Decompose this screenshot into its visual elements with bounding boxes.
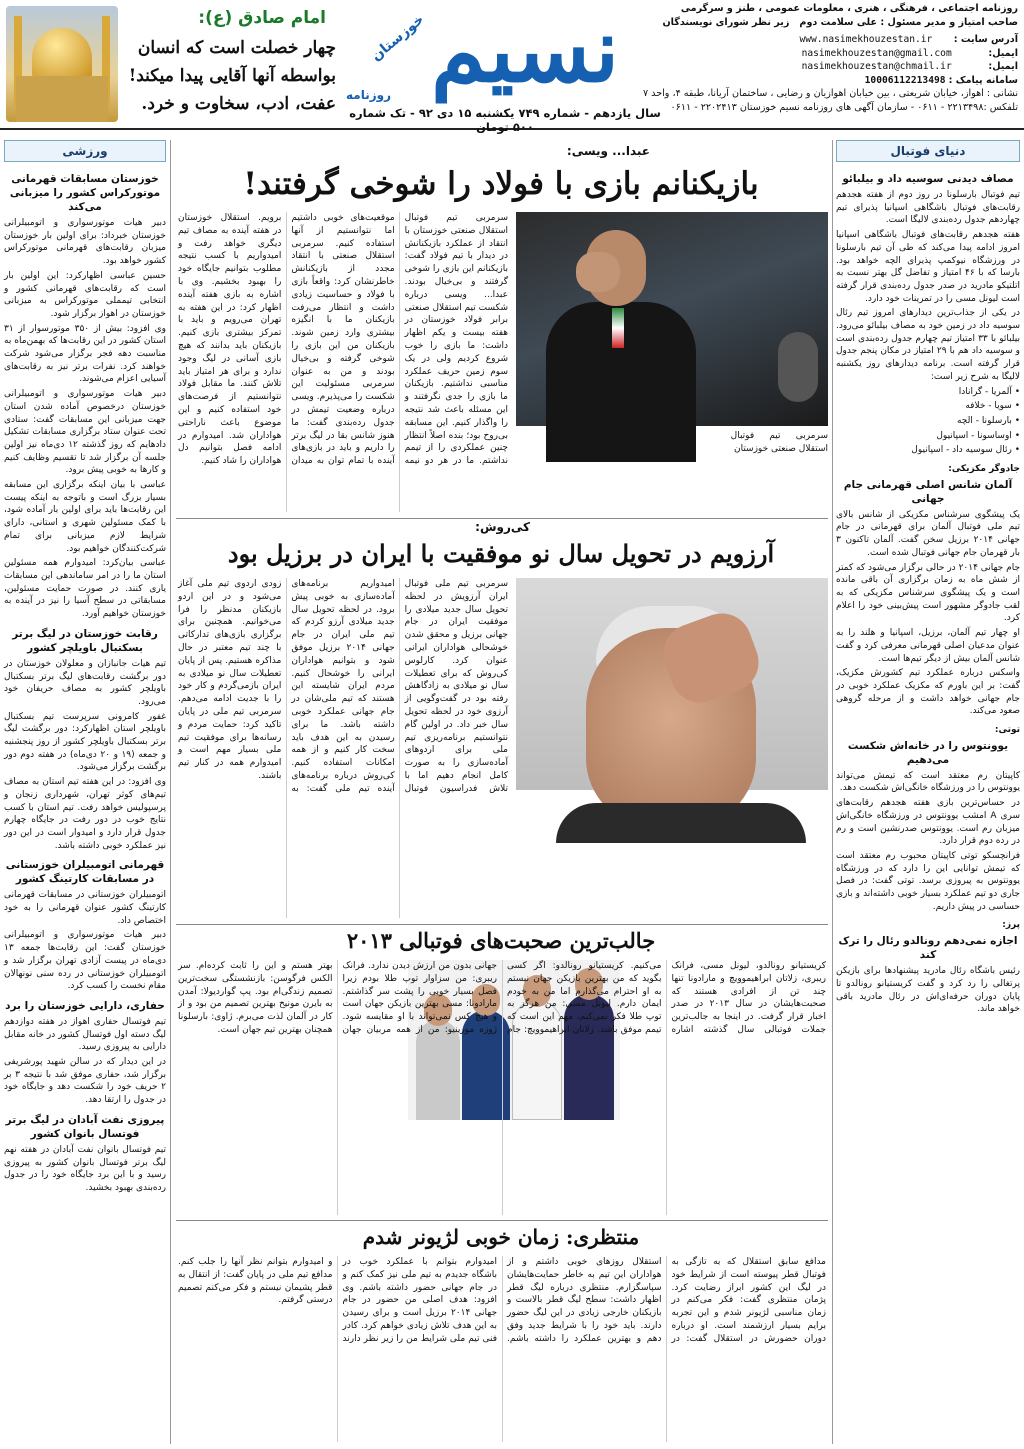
ribbon-shape	[612, 308, 624, 348]
article-body: کریستیانو رونالدو، لیونل مسی، فرانک ریبری، زلاتان ابراهیموویچ و مارادونا تنها چند تن از افرادی هستند که صحبت‌هایشان در سال ۲۰۱۳ در صدر اخبار قرار گرفت. در اینجا به جالب‌ترین جملات فوتبالی سال گذشته اشاره می‌کنیم. کریستیانو رونالدو: اگر کسی بگوید که من بهترین بازیکن جهان نیستم به او احترام می‌گذارم اما من به خودم ایمان دارم. لیونل مسی: من هرگز به توپ طلا فکر نمی‌کنم، مهم این است که تیمم موفق باشد. زلاتان ابراهیموویچ: جام جهانی بدون من ارزش دیدن ندارد. فرانک ریبری: من سزاوار توپ طلا بودم زیرا فصل بسیار خوبی را پشت سر گذاشتم. مارادونا: مسی بهترین بازیکن جهان است و هیچ کس نمی‌تواند با او مقایسه شود. ژوزه مورینیو: من از همه مربیان جهان بهتر هستم و این را ثابت کرده‌ام. سر الکس فرگوسن: بازنشستگی سخت‌ترین تصمیم زندگی‌ام بود. پپ گواردیولا: آمدن به بایرن مونیخ بهترین تصمیم من بود و از کار در آلمان لذت می‌برم. ژاوی: بارسلونا همچنان بهترین تیم جهان است.	[178, 961, 826, 1035]
news-kicker: پرز:	[1002, 920, 1020, 931]
editorial-board: زیر نظر شورای نویسندگان	[662, 16, 790, 28]
email-row	[680, 60, 1018, 74]
news-paragraph: عباسی با بیان اینکه برگزاری این مسابقه بسیار بزرگ است و باتوجه به اینکه پیست این رقابت‌ها باید برای اولین بار آماده شود، با کمک مسئولین شهری و استانی، دارای شرایط لازم میزبانی برای تمام شرکت‌کنندگان خواهیم بود.	[4, 480, 166, 554]
news-paragraph: واسکس درباره عملکرد تیم کشورش مکزیک، گفت: بر این باورم که مکزیک عملکرد خوبی در جام جهانی خواهد داشت و از مرحله گروهی صعود می‌کند.	[836, 668, 1020, 717]
sms-number: 10006112213498	[864, 74, 946, 86]
right-column	[836, 166, 1020, 1444]
quote-line: بواسطه آنها آقایی پیدا میکند!	[128, 66, 336, 86]
sms-label: سامانه پیامک :	[948, 74, 1018, 86]
publisher: صاحب امتیاز و مدیر مسئول : علی سلامت دوم	[799, 16, 1018, 28]
quote-line: عفت، ادب، سخاوت و خرد.	[141, 94, 336, 114]
news-paragraph: وی افزود: در این هفته تیم استان به مصاف تیم‌های کوثر تهران، شهرداری زنجان و پرسپولیس خواهد رفت. تیم استان با کسب نتایج خوب در دور رفت در جایگاه چهارم جدول قرار دارد و امیدوار است در این دور نیز عملکرد خوبی داشته باشد.	[4, 777, 166, 851]
fixture-item: • بارسلونا - الچه	[956, 415, 1020, 426]
phone: تلفکس :۲۲۱۳۴۹۸ - ۰۶۱۱ - سازمان آگهی های روزنامه نسیم خوزستان ۲۲۰۲۴۱۳ - ۰۶۱۱	[670, 101, 1018, 113]
email-row	[680, 47, 1018, 61]
news-kicker: جادوگر مکزیکی:	[948, 464, 1020, 475]
coach-photo	[516, 212, 828, 426]
news-paragraph: تیم فوتبال بارسلونا در روز دوم از هفته هجدهم رقابت‌های فوتبال باشگاهی اسپانیا پذیرای تیم چهاردهم جدول رده‌بندی لالیگا است.	[836, 190, 1020, 226]
news-headline[interactable]: مصاف دیدنی سوسیه داد و بیلبائو	[842, 173, 1014, 185]
coach-photo	[516, 578, 828, 790]
article-caption: سرمربی تیم فوتبال استقلال صنعتی خوزستان	[730, 431, 828, 454]
building-shape	[16, 76, 108, 122]
news-paragraph: جام جهانی ۲۰۱۴ در حالی برگزار می‌شود که کمتر از شش ماه به زمان برگزاری آن باقی مانده است و یک پیشگوی سرشناس مکزیکی که به لقب جادوگر مشهور است پیش‌بینی خود را اعلام کرد.	[836, 562, 1021, 624]
site-link[interactable]: www.nasimekhouzestan.ir	[799, 34, 933, 45]
column-divider	[832, 140, 833, 1444]
news-paragraph: اتومبیلران خوزستانی در مسابقات قهرمانی کارتینگ کشور عنوان قهرمانی را به خود اختصاص داد.	[4, 890, 166, 926]
fixture-text: سویا - خلافه	[965, 401, 1012, 412]
left-column-head: ورزشی	[4, 140, 166, 162]
news-paragraph: دبیر هیات موتورسواری و اتومبیلرانی خوزستان گفت: این رقابت‌ها جمعه ۱۳ دی‌ماه در پیست آزادی تهران برگزار شد و اتومبیلران خوزستانی در رده سنی نونهالان مقام نخست را کسب کرد.	[4, 930, 166, 992]
article-headline[interactable]: آرزویم در تحویل سال نو موفقیت با ایران در برزیل بود	[227, 539, 775, 568]
news-paragraph: رئیس باشگاه رئال مادرید پیشنهادها برای بازیکن پرتغالی را رد کرد و گفت کریستیانو رونالدو تا پایان دوران حرفه‌ای‌اش در رئال مادرید باقی خواهد ماند.	[836, 966, 1020, 1015]
news-headline[interactable]: خوزستان مسابقات قهرمانی موتورکراس کشور را میزبانی می‌کند	[9, 173, 161, 213]
article-headline[interactable]: منتظری: زمان خوبی لژیونر شدم	[362, 1225, 640, 1249]
fixture-text: رئال سوسیه داد - اسپانیول	[911, 445, 1012, 456]
shirt-shape	[556, 803, 806, 843]
section-divider	[176, 924, 828, 925]
news-paragraph: دبیر هیات موتورسواری و اتومبیلرانی خوزستان خبرداد: برای اولین بار خوزستان میزبان رقابت‌های قهرمانی موتورکراس کشور خواهد بود.	[4, 218, 166, 267]
news-paragraph: دبیر هیات موتورسواری و اتومبیلرانی خوزستان درخصوص آماده شدن استان جهت میزبانی این مسابقات گفت: ستادی تحت عنوان ستاد برگزاری مسابقات تشکیل دادهایم که روز گذشته ۱۲ دی‌ماه نیز اولین جلسه آن برگزار شد تا تقسیم وظایف کنیم و کارها به خوبی پیش برود.	[4, 389, 166, 476]
info-line: روزنامه اجتماعی ، فرهنگی ، هنری ، معلومات عمومی ، طنز و سرگرمی	[680, 3, 1018, 14]
news-kicker: توتی:	[994, 725, 1020, 736]
news-headline[interactable]: یوونتوس را در خانه‌اش شکست می‌دهیم	[847, 739, 1009, 766]
news-headline[interactable]: پیروزی نفت آبادان در لیگ برتر فوتسال بانوان کشور	[5, 1113, 165, 1140]
news-paragraph: یک پیشگوی سرشناس مکزیکی از شانس بالای تیم ملی فوتبال آلمان برای قهرمانی در جام جهانی ۲۰۱۴ برزیل سخن گفت. آلمان تاکنون ۳ بار قهرمان جام جهانی فوتبال شده است.	[836, 509, 1020, 558]
site-label: آدرس سایت :	[953, 34, 1018, 45]
fixture-item: • رئال سوسیه داد - اسپانیول	[911, 445, 1020, 456]
article-headline[interactable]: بازیکنانم بازی با فولاد را شوخی گرفتند!	[243, 166, 759, 202]
address: نشانی : اهواز، خیابان شریعتی ، بین خیابان اهوازیان و رضایی ، ساختمان آریانا، طبقه ۴، واحد ۷	[642, 88, 1018, 99]
news-paragraph: حسین عباسی اظهارکرد: این اولین بار است که رقابت‌های قهرمانی کشور و انتخابی تیمملی موتورکراس به میزبانی خوزستان در اهواز برگزار شود.	[4, 270, 166, 319]
left-column	[4, 166, 166, 1444]
section-divider	[176, 518, 828, 519]
email-label: ایمیل:	[988, 61, 1018, 72]
dome-shape	[32, 28, 92, 78]
right-column-head: دنیای فوتبال	[836, 140, 1020, 162]
news-headline[interactable]: حفاری، دارایی خوزستان را برد	[5, 999, 165, 1012]
news-paragraph: کاپیتان رم معتقد است که تیمش می‌تواند یوونتوس را در ورزشگاه خانگی‌اش شکست دهد.	[836, 770, 1020, 794]
background-figure	[778, 332, 818, 402]
quote-box	[6, 4, 336, 124]
fixture-text: اوساسونا - اسپانیول	[936, 430, 1012, 441]
publisher-info	[642, 2, 1018, 126]
news-headline[interactable]: رقابت خوزستان در لیگ برتر بسکتبال باویلچر کشور	[12, 627, 158, 654]
logo-block	[340, 0, 670, 134]
email-link[interactable]: nasimekhouzestan@chmail.ir	[801, 61, 952, 72]
news-paragraph: در حساس‌ترین بازی هفته هجدهم رقابت‌های سری A امشب یوونتوس در ورزشگاه خانگی‌اش میزبان رم است. یوونتوس صدرنشین است و رم در رده دوم قرار دارد.	[836, 798, 1020, 847]
news-paragraph: تیم فوتسال حفاری اهواز در هفته دوازدهم لیگ دسته اول فوتسال کشور در خانه مقابل دارایی به پیروزی رسید.	[4, 1016, 166, 1053]
email-label: ایمیل:	[988, 47, 1018, 59]
article-body: مدافع سابق استقلال که به تازگی به فوتبال قطر پیوسته است از شرایط خود در لیگ این کشور ابراز رضایت کرد. پژمان منتظری گفت: فکر می‌کنم در زمان مناسبی لژیونر شدم و این تجربه برایم بسیار ارزشمند است. او درباره دوران حضورش در استقلال گفت: در استقلال روزهای خوبی داشتم و از هواداران این تیم به خاطر حمایت‌هایشان سپاسگزارم. منتظری درباره لیگ قطر اظهار داشت: سطح لیگ قطر بالاست و بازیکنان خارجی زیادی در این لیگ حضور دارند. باید خود را با شرایط جدید وفق دهم و بهترین عملکرد را داشته باشم. امیدوارم بتوانم با عملکرد خوب در باشگاه جدیدم به تیم ملی نیز کمک کنم و در جام جهانی حضور داشته باشم. وی افزود: هدف اصلی من حضور در جام جهانی ۲۰۱۴ برزیل است و برای رسیدن به این هدف تلاش زیادی خواهم کرد. کادر فنی تیم ملی شرایط من را زیر نظر دارند و امیدوارم بتوانم نظر آنها را جلب کنم. مدافع تیم ملی در پایان گفت: از انتقال به قطر پشیمان نیستم و فکر می‌کنم تصمیم درستی گرفتم.	[178, 1257, 826, 1344]
site-row	[680, 33, 1018, 47]
news-headline[interactable]: اجازه نمی‌دهم رونالدو رئال را ترک کند	[838, 935, 1018, 962]
news-paragraph: در این دیدار که در سالن شهید پورشریفی برگزار شد، حفاری موفق شد با نتیجه ۳ بر ۲ حریف خود را شکست دهد و جایگاه خود در جدول را ارتقا دهد.	[4, 1057, 166, 1106]
newspaper-logo[interactable]: نسیم	[430, 0, 620, 102]
article-body: سرمربی تیم ملی فوتبال ایران آرزویش در لحظه تحویل سال جدید میلادی را موفقیت ایران در جام جهانی برزیل و محقق شدن خوشحالی هواداران ایرانی عنوان کرد. کارلوس کی‌روش که برای تعطیلات سال نو میلادی به زادگاهش رفته بود در گفت‌وگویی از آرزوی خود در لحظه تحویل سال خبر داد. در اولین گام نتوانستیم برنامه‌ریزی تیم ملی برای اردوهای آماده‌سازی را به صورت کامل انجام دهیم اما با تلاش فدراسیون فوتبال امیدواریم برنامه‌های آماده‌سازی به خوبی پیش برود. در لحظه تحویل سال جدید میلادی آرزو کردم که تیم ملی ایران در جام جهانی ۲۰۱۴ برزیل موفق شود و بتوانیم هواداران ایرانی را خوشحال کنیم. مردم ایران شایسته این هستند که تیم ملی‌شان در جام جهانی عملکرد خوبی داشته باشد. ما برای رسیدن به این هدف باید سخت کار کنیم و از همه امکانات استفاده کنیم. کی‌روش درباره برنامه‌های آینده تیم ملی گفت: به زودی اردوی تیم ملی آغاز می‌شود و در این اردو بازیکنان مدنظر را فرا می‌خوانیم. همچنین برای برگزاری بازی‌های تدارکاتی با چند تیم معتبر در حال مذاکره هستیم. پس از پایان تعطیلات سال نو میلادی به ایران بازمی‌گردم و کار خود را با جدیت ادامه می‌دهم. سرمربی تیم ملی در پایان تاکید کرد: حمایت مردم و رسانه‌ها برای موفقیت تیم ملی بسیار مهم است و امیدوارم همه در کنار تیم باشند.	[178, 579, 508, 794]
fixture-item: • اوساسونا - اسپانیول	[936, 430, 1020, 441]
quote-title: امام صادق (ع):	[198, 8, 326, 28]
issue-line: سال یازدهم - شماره ۷۴۹ یکشنبه ۱۵ دی ۹۲ - تک شماره ۵۰۰ تومان	[349, 106, 661, 134]
news-paragraph: در یکی از جذاب‌ترین دیدارهای امروز تیم رئال سوسیه داد در زمین خود به مصاف بیلبائو می‌رود. بیلبائو با ۳۳ امتیاز تیم چهارم جدول رده‌بندی است و سوسیه داد هم با ۲۹ امتیاز در مکان پنجم جدول قرار گرفته است. برنامه دیدارهای روز یکشنبه لالیگا به شرح زیر است:	[836, 308, 1021, 382]
logo-daily-label: روزنامه	[346, 88, 391, 102]
sms-row	[680, 74, 1018, 88]
section-divider	[176, 1220, 828, 1221]
info-line	[662, 16, 1018, 30]
news-paragraph: عباسی بیان‌کرد: امیدوارم همه مسئولین استان ما را در امر ساماندهی این مسابقات یاری کنند. در صورت حمایت مسئولین، مسابقاتی در سطح آسیا را نیز در آینده به خوزستان خواهیم آورد.	[4, 558, 166, 620]
quote-text	[118, 34, 336, 118]
news-paragraph: تیم هیات جانبازان و معلولان خوزستان در دور برگشت رقابت‌های لیگ برتر بسکتبال باویلچر کشور به مصاف حریفان خود می‌رود.	[4, 658, 166, 707]
news-paragraph: او چهار تیم آلمان، برزیل، اسپانیا و هلند را به عنوان مدعیان اصلی قهرمانی معرفی کرد و گفت شانس آلمان بیش از دیگر تیم‌ها است.	[836, 628, 1020, 664]
news-paragraph: غفور کامرونی سرپرست تیم بسکتبال باویلچر استان اظهارکرد: دور برگشت لیگ برتر بسکتبال باویلچر کشور از روز پنجشنبه و جمعه (۱۹ و ۲۰ دی‌ماه) در هفته دوم دور برگشت برگزار می‌شود.	[4, 711, 167, 773]
article-kicker: کی‌روش:	[475, 520, 530, 534]
column-divider	[170, 140, 171, 1444]
news-headline[interactable]: قهرمانی اتومبیلران خوزستانی در مسابقات کارتینگ کشور	[5, 859, 165, 886]
masthead	[0, 0, 1024, 134]
fixture-item: • آلمریا - گرانادا	[958, 386, 1020, 397]
article-headline[interactable]: جالب‌ترین صحبت‌های فوتبالی ۲۰۱۳	[346, 928, 656, 953]
news-paragraph: فرانچسکو توتی کاپیتان محبوب رم معتقد است که تیمش توانایی این را دارد که در ورزشگاه یوونتوس به پیروزی برسد. توتی گفت: در فصل جاری دو تیم عملکرد بسیار خوبی داشته‌اند و بازی حساسی در پیش داریم.	[836, 850, 1020, 912]
fixture-item: • سویا - خلافه	[965, 401, 1020, 412]
article-body: سرمربی تیم فوتبال استقلال صنعتی خوزستان با انتقاد از عملکرد بازیکنانش در دیدار با تیم فولاد گفت: بازیکنانم این بازی را شوخی گرفتند و بی‌خیال بودند. عبدا... ویسی درباره شکست تیم استقلال صنعتی برابر فولاد خوزستان در هفته بیست و یکم اظهار داشت: ما بازی را خوب شروع کردیم ولی در یک سوم زمین حریف عملکرد مناسبی نداشتیم. بازیکنان ما بازی را جدی نگرفتند و این مسئله باعث شد نتیجه را واگذار کنیم. این مسابقه بی‌روح بود؛ بنده اصلاً انتظار چنین عملکردی را از تیمم نداشتم. ما در هر دو نیمه موقعیت‌های خوبی داشتیم اما نتوانستیم از آنها استفاده کنیم. سرمربی استقلال صنعتی با انتقاد مجدد از بازیکنانش خاطرنشان کرد: واقعاً بازی با فولاد و حساسیت زیادی داشت و انتظار می‌رفت بازیکنان ما با انگیزه بیشتری وارد زمین شوند. بازیکنان من این بازی را شوخی گرفته و بی‌خیال بودند و من به عنوان سرمربی مسئولیت این شکست را می‌پذیرم. ویسی درباره وضعیت تیمش در جدول رده‌بندی گفت: ما هنوز شانس بقا در لیگ برتر را داریم و باید در بازی‌های آینده با تمام توان به میدان برویم. استقلال خوزستان در هفته آینده به مصاف تیم دیگری خواهد رفت و امیدواریم با کسب نتیجه مطلوب بتوانیم جایگاه خود را بهبود بخشیم. وی با اشاره به بازی هفته آینده اظهار کرد: در این هفته به تهران می‌رویم و باید با تمرکز بیشتری بازی کنیم. بازیکنان باید بدانند که هیچ بازی آسانی در لیگ وجود ندارد و برای هر امتیاز باید تلاش کنند. ما مقابل فولاد نتوانستیم از فرصت‌های خود استفاده کنیم و این موضوع باعث ناراحتی هواداران شد. امیدوارم در ادامه فصل بتوانیم دل هواداران را شاد کنیم.	[178, 213, 508, 467]
news-paragraph: تیم فوتسال بانوان نفت آبادان در هفته نهم لیگ برتر فوتسال بانوان کشور به پیروزی رسید و با این برد جایگاه خود را در جدول رده‌بندی بهبود بخشید.	[4, 1144, 166, 1193]
hand-shape	[576, 252, 620, 292]
article-kicker: عبدا... ویسی:	[566, 144, 650, 158]
fixture-text: بارسلونا - الچه	[956, 415, 1012, 426]
email-link[interactable]: nasimekhouzestan@gmail.com	[801, 47, 952, 59]
news-headline[interactable]: آلمان شانس اصلی قهرمانی جام جهانی	[843, 478, 1013, 505]
fixture-text: آلمریا - گرانادا	[958, 386, 1012, 397]
news-paragraph: وی افزود: بیش از ۳۵۰ موتورسوار از ۳۱ استان کشور در این رقابت‌ها که بهمن‌ماه به مناسبت دهه فجر برگزار می‌شود شرکت خواهند کرد. نفرات برتر نیز به رقابت‌های آسیایی اعزام می‌شوند.	[4, 323, 167, 385]
shrine-photo	[6, 6, 118, 122]
quote-line: چهار خصلت است که انسان	[137, 38, 336, 58]
logo-subtitle: خوزستان	[368, 11, 428, 65]
news-paragraph: هفته هجدهم رقابت‌های فوتبال باشگاهی اسپانیا امروز ادامه پیدا می‌کند که طی آن تیم بارسلونا در ورزشگاه نیوکمپ پذیرای الچه خواهد بود. بارسا که با ۴۶ امتیاز و تفاضل گل بهتر نسبت به اتلتیکو مادرید در صدر جدول رده‌بندی قرار گرفته است لیونل مسی را در تمرینات خود دارد.	[836, 230, 1020, 304]
